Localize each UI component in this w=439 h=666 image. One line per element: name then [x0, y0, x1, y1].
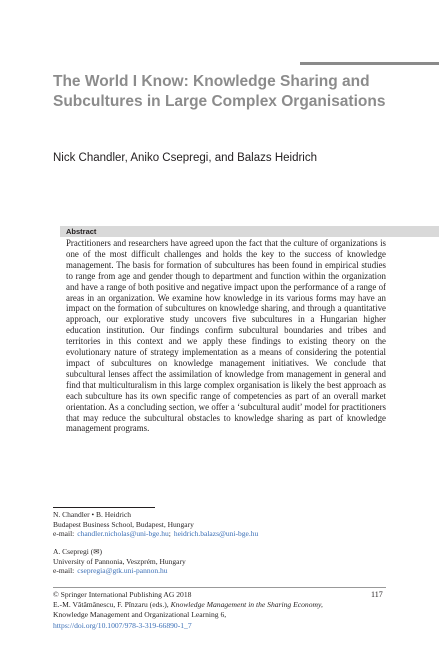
citation-line	[53, 600, 343, 620]
citation-series: Knowledge Management and Organizational Learning 6,	[53, 610, 227, 620]
email-link-csepregi[interactable]: csepregia@gtk.uni-pannon.hu	[77, 566, 168, 576]
header-rule	[300, 62, 439, 65]
email-link-chandler[interactable]: chandler.nicholas@uni-bge.hu	[77, 529, 169, 539]
affiliation-block	[53, 510, 393, 539]
footer-rule	[53, 587, 386, 588]
citation-book-title: Knowledge Management in the Sharing Economy,	[170, 600, 323, 610]
email-separator: ;	[168, 529, 171, 539]
author-list: Nick Chandler, Aniko Csepregi, and Balazs Heidrich	[53, 152, 317, 164]
affiliation-block	[53, 547, 393, 576]
abstract-body: Practitioners and researchers have agreed upon the fact that the culture of organizations is one of the most difficult challenges and holds the key to the success of knowledge management. The basis for formation of subcultures has been found in empirical studies to range from age and gender though to department and function within the organization and have a range of both positive and negative impact upon the performance of a range of areas in an organization. We examine how knowledge in its various forms may have an impact on the formation of subcultures on knowledge sharing, and through a quantitative approach, our explorative study uncovers five subcultures in a Hungarian higher education institution. Our findings confirm subcultural boundaries and tribes and territories in this context and we apply these findings to existing theory on the evolutionary nature of strategy implementation as a means of considering the potential impact of subcultures on knowledge management initiatives. We conclude that subcultural lenses affect the assimilation of knowledge from management in general and find that multiculturalism in this large complex organisation is likely the best approach as each subculture has its own specific range of competencies as part of an overall market orientation. As a concluding section, we offer a ‘subcultural audit’ model for practitioners that may reduce the subcultural obstacles to knowledge sharing as part of knowledge management programs.	[66, 238, 386, 434]
citation-editors: E.-M. Vătămănescu, F. Pînzaru (eds.),	[53, 600, 169, 610]
chapter-title: The World I Know: Knowledge Sharing and Subcultures in Large Complex Organisations	[53, 73, 386, 110]
publication-footer	[53, 590, 343, 631]
affiliation-names: N. Chandler • B. Heidrich	[53, 510, 132, 519]
email-label: e-mail:	[53, 529, 75, 539]
footnote-rule	[53, 507, 155, 508]
page-number: 117	[371, 590, 383, 599]
abstract-header-bar	[60, 226, 439, 237]
affiliation-institution: University of Pannonia, Veszprém, Hungary	[53, 556, 186, 566]
affiliation-institution: Budapest Business School, Budapest, Hungary	[53, 519, 194, 529]
affiliation-email-line	[53, 566, 393, 576]
email-link-heidrich[interactable]: heidrich.balazs@uni-bge.hu	[173, 529, 259, 539]
affiliation-names: A. Csepregi (✉)	[53, 547, 102, 556]
email-label: e-mail:	[53, 566, 75, 576]
doi-link[interactable]: https://doi.org/10.1007/978-3-319-66890-1_7	[53, 620, 192, 630]
abstract-heading: Abstract	[66, 227, 97, 236]
affiliation-email-line	[53, 529, 393, 539]
copyright-line: © Springer International Publishing AG 2018	[53, 590, 192, 599]
